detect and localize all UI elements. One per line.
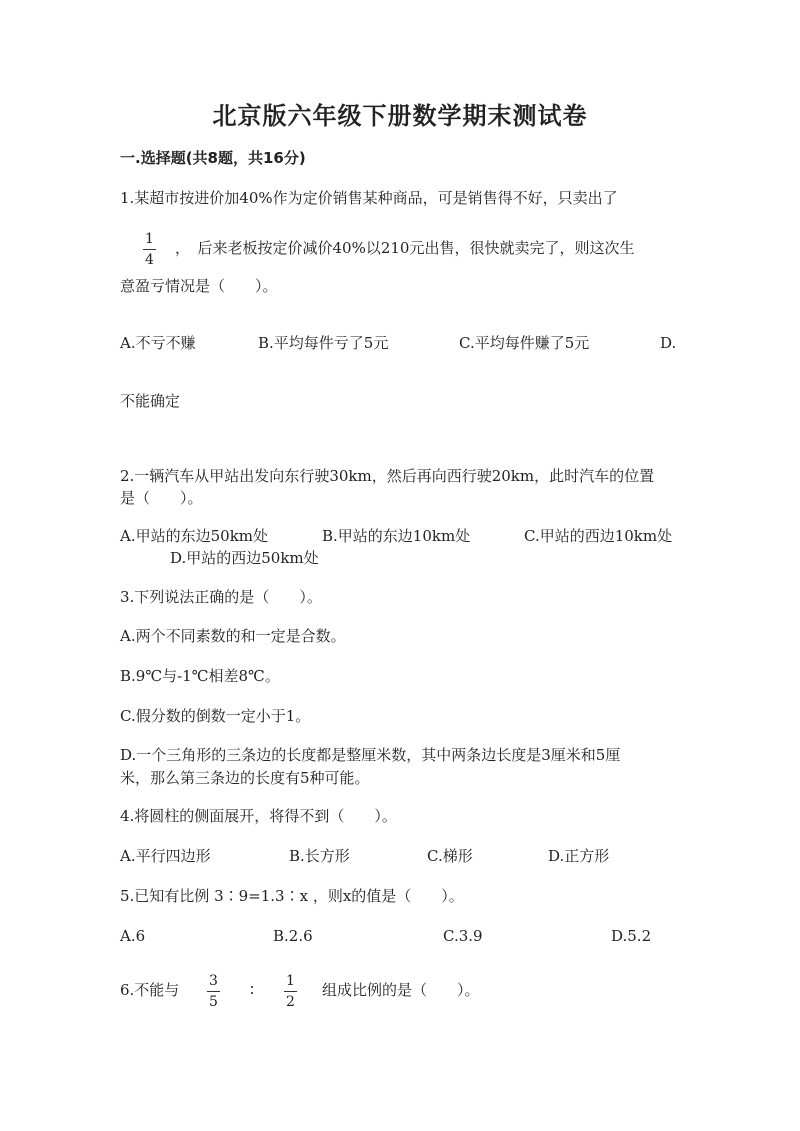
question-1-fraction bbox=[143, 231, 156, 268]
question-3-option-d-line1: D.一个三角形的三条边的长度都是整厘米数，其中两条边长度是3厘米和5厘 bbox=[120, 746, 621, 764]
question-2-text-line2: 是（ ）。 bbox=[120, 489, 203, 507]
section-heading: 一.选择题(共8题，共16分) bbox=[120, 149, 306, 167]
question-5-text: 5.已知有比例 3∶9=1.3∶x ，则x的值是（ ）。 bbox=[120, 887, 464, 905]
question-4-option-b: B.长方形 bbox=[289, 847, 350, 865]
question-6-fraction-2 bbox=[284, 973, 297, 1010]
question-4-text: 4.将圆柱的侧面展开，将得不到（ ）。 bbox=[120, 807, 397, 825]
question-4-option-d: D.正方形 bbox=[548, 847, 610, 865]
question-1-text-line1: 1.某超市按进价加40%作为定价销售某种商品，可是销售得不好，只卖出了 bbox=[120, 189, 618, 207]
fraction-numerator: 3 bbox=[209, 973, 218, 989]
fraction-bar bbox=[143, 249, 156, 250]
question-6-prefix: 6.不能与 bbox=[120, 981, 180, 999]
question-5-option-b: B.2.6 bbox=[273, 927, 313, 945]
question-3-text: 3.下列说法正确的是（ ）。 bbox=[120, 588, 322, 606]
question-1-option-b: B.平均每件亏了5元 bbox=[258, 334, 389, 352]
question-1-option-d-text: 不能确定 bbox=[120, 392, 181, 410]
question-3-option-d-line2: 米，那么第三条边的长度有5种可能。 bbox=[120, 769, 370, 787]
fraction-bar bbox=[207, 991, 220, 992]
question-6-colon: ∶ bbox=[250, 981, 254, 999]
fraction-bar bbox=[284, 991, 297, 992]
question-3-option-b: B.9℃与-1℃相差8℃。 bbox=[120, 667, 280, 685]
fraction-numerator: 1 bbox=[286, 973, 295, 989]
question-3-option-a: A.两个不同素数的和一定是合数。 bbox=[120, 627, 346, 645]
question-1-option-d-label: D. bbox=[660, 334, 677, 352]
question-1-option-c: C.平均每件赚了5元 bbox=[459, 334, 590, 352]
question-2-option-c: C.甲站的西边10km处 bbox=[524, 527, 673, 545]
question-6-suffix: 组成比例的是（ ）。 bbox=[322, 981, 480, 999]
question-4-option-c: C.梯形 bbox=[427, 847, 473, 865]
question-5-option-d: D.5.2 bbox=[611, 927, 652, 945]
question-1-text-line3: 意盈亏情况是（ ）。 bbox=[120, 277, 278, 295]
question-5-option-a: A.6 bbox=[120, 927, 146, 945]
question-2-option-d: D.甲站的西边50km处 bbox=[170, 549, 319, 567]
question-1-option-a: A.不亏不赚 bbox=[120, 334, 196, 352]
fraction-denominator: 5 bbox=[209, 994, 218, 1010]
fraction-numerator: 1 bbox=[145, 231, 154, 247]
question-6-fraction-1 bbox=[207, 973, 220, 1010]
question-2-text-line1: 2.一辆汽车从甲站出发向东行驶30km，然后再向西行驶20km，此时汽车的位置 bbox=[120, 467, 655, 485]
fraction-denominator: 4 bbox=[145, 252, 154, 268]
question-2-option-b: B.甲站的东边10km处 bbox=[322, 527, 471, 545]
question-4-option-a: A.平行四边形 bbox=[120, 847, 211, 865]
question-3-option-c: C.假分数的倒数一定小于1。 bbox=[120, 707, 311, 725]
question-5-option-c: C.3.9 bbox=[443, 927, 483, 945]
page-title: 北京版六年级下册数学期末测试卷 bbox=[212, 102, 588, 130]
question-1-text-line2: ， 后来老板按定价减价40%以210元出售，很快就卖完了，则这次生 bbox=[175, 239, 635, 257]
question-2-option-a: A.甲站的东边50km处 bbox=[120, 527, 269, 545]
fraction-denominator: 2 bbox=[286, 994, 295, 1010]
